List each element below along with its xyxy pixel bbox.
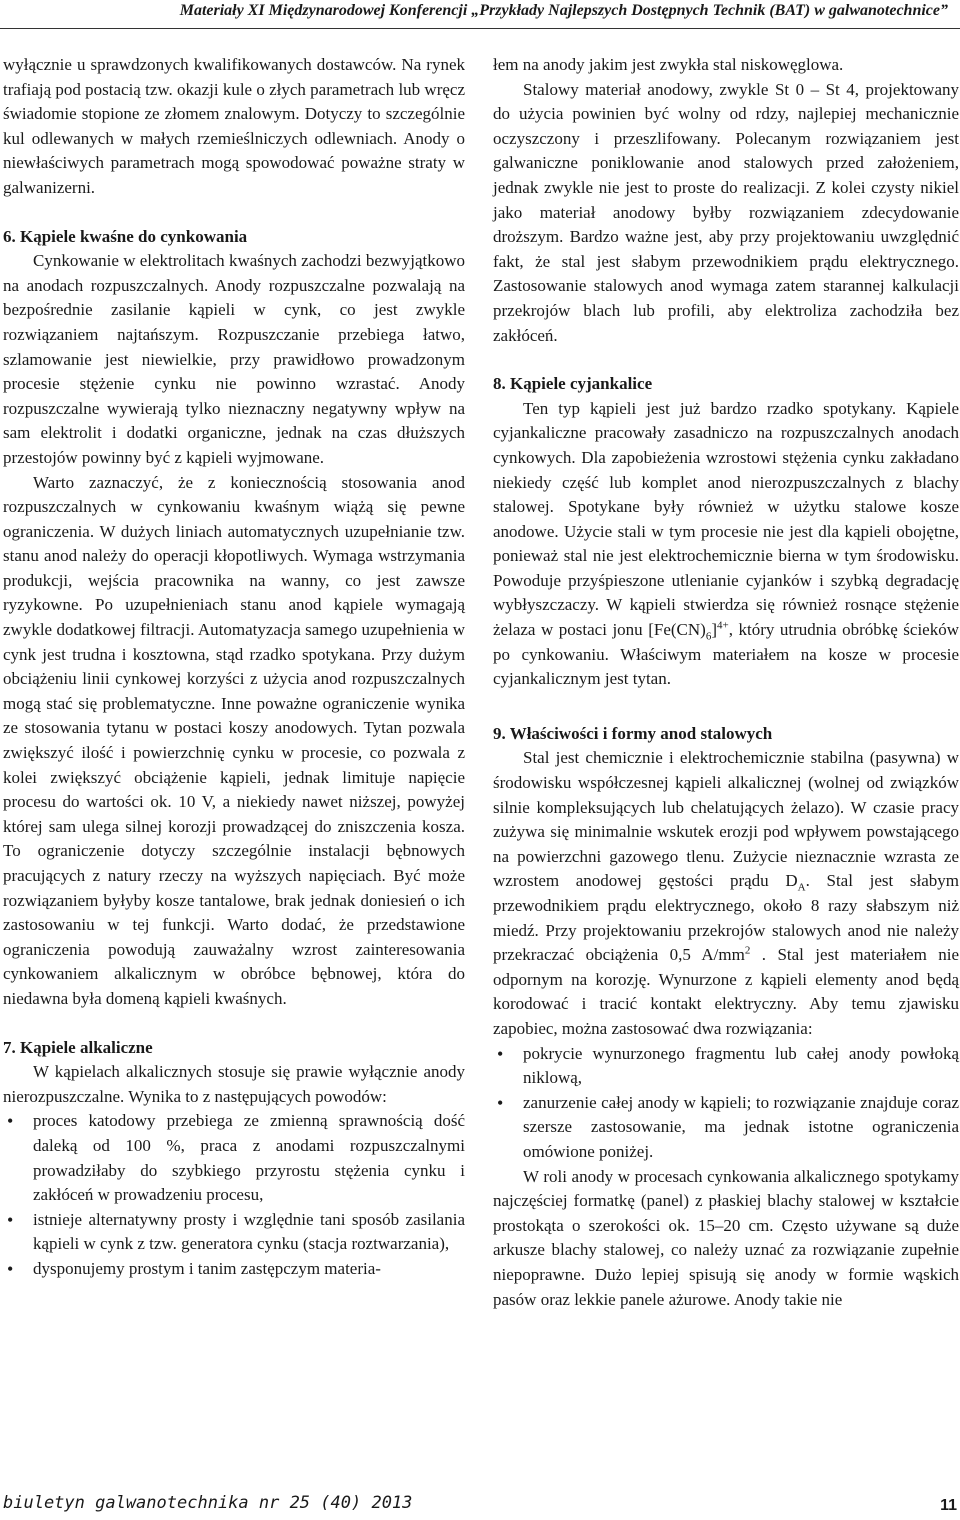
reasons-list [3, 1109, 465, 1281]
list-item: • istnieje alternatywny prosty i względnie tani sposób zasilania kąpieli w cynk z tzw. generatora cynku (stacja roztwarzania), [3, 1208, 465, 1257]
header-divider [0, 28, 960, 29]
section-heading-8: 8. Kąpiele cyjankalice [493, 374, 653, 394]
section-heading-6: 6. Kąpiele kwaśne do cynkowania [3, 226, 248, 246]
paragraph-alkaline-intro: W kąpielach alkalicznych stosuje się prawie wyłącznie anody nierozpuszczalne. Wynika to z następujących powodów: [3, 1062, 465, 1106]
paragraph-anode-forms: W roli anody w procesach cynkowania alkalicznego spotykamy najczęściej formatkę (panel) z płaskiej blachy stalowej w kształcie prostokąta o szerokości ok. 15–20 cm. Często używane są duże arkusze blachy stalowej, co należy uznać za rozwiązanie zupełnie niepoprawne. Dużo lepiej spisują się anody w formie wąskich pasów oraz lekkie panele ażurowe. Anody takie nie [493, 1166, 959, 1309]
paragraph-acid-limitations: Warto zaznaczyć, że z koniecznością stosowania anod rozpuszczalnych w cynkowaniu kwaśnym wiążą się pewne ograniczenia. W dużych liniach automatycznych uzupełnianie tzw. stanu anod należy do operacji kłopotliwych. Wymaga wstrzymania produkcji, wejścia pracownika na wanny, co jest zawsze ryzykowne. Po uzupełnieniach stanu anod kąpiele wymagają zwykle dodatkowej filtracji. Automatyzacja samego uzupełnienia w cynk jest trudna i kosztowna, stąd rzadko spotykana. Przy dużym obciążeniu linii cynkowej korzyści z użycia anod rozpuszczalnych mogą stać się problematyczne. Inne poważne ograniczenie wynika ze stosowania tytanu w postaci koszy anodowych. Tytan pozwala zwiększyć ilość i powierzchnię cynku w procesie, co pozwala z kolei zwiększyć obciążenie kąpieli, jednak limituje napięcie procesu do wartości ok. 10 V, a niekiedy nawet niższej, powyżej której sam ulega silnej korozji prowadzącej do zniszczenia kosza. To ograniczenie dotyczy szczególnie instalacji bębnowych pracujących z natury rzeczy na wyższych napięciach. Być może rozwiązaniem byłyby kosze tantalowe, brak jednak doniesień o ich zastosowaniu w tej funkcji. Warto dodać, że przedstawione ograniczenia powodują zauważalny wzrost zainteresowania cynkowaniem alkalicznym w obróbce bębnowej, która do niedawna była domeną kąpieli kwaśnych. [3, 472, 465, 1008]
section-heading-7: 7. Kąpiele alkaliczne [3, 1037, 153, 1057]
solutions-list [493, 1042, 959, 1165]
list-item: • dysponujemy prostym i tanim zastępczym materia- [3, 1257, 465, 1282]
paragraph-anode-suppliers: wyłącznie u sprawdzonych kwalifikowanych dostawców. Na rynek trafiają pod postacią tzw. okazji kule o złych parametrach lub wręcz świadomie stopione ze złomem znalowym. Dotyczy to szczególnie kul odlewanych w małych rzemieślniczych odlewniach. Anody o niewłaściwych parametrach mogą spowodować poważne straty w galwanizerni. [3, 55, 465, 197]
paragraph-steel-material: Stalowy materiał anodowy, zwykle St 0 – St 4, projektowany do użycia powinien być wolny od rdzy, najlepiej mechanicznie oczyszczony i przeszlifowany. Polecanym rozwiązaniem jest galwaniczne poniklowanie anod stalowych przed założeniem, jednak zwykle nie jest to proste do realizacji. Z kolei czysty nikiel jako materiał anodowy byłby rozwiązaniem zdecydowanie droższym. Bardzo ważne jest, aby przy projektowaniu uwzględnić fakt, że stal jest słabym przewodnikiem prądu elektrycznego. Zastosowanie stalowych anod wymaga zatem starannej kalkulacji przekrojów blach lub profili, aby elektroliza zachodziła bez zakłóceń. [493, 79, 959, 345]
left-column [3, 53, 465, 1282]
page-header [0, 0, 960, 40]
journal-footer: biuletyn galwanotechnika nr 25 (40) 2013 [3, 1493, 413, 1513]
paragraph-acid-zinc: Cynkowanie w elektrolitach kwaśnych zachodzi bezwyjątkowo na anodach rozpuszczalnych. Anody rozpuszczalne pozwalają na bezpośrednie zasilanie kąpieli w cynk, co jest zwykle rozwiązaniem najtańszym. Rozpuszczanie przebiega łatwo, szlamowanie jest niewielkie, przy prawidłowo prowadzonym procesie stężenie cynku nie powinno wzrastać. Anody rozpuszczalne wywierają tylko nieznaczny negatywny wpływ na sam elektrolit i dodatki organiczne, jednak na czas dłuższych przestojów powinny być z kąpieli wyjmowane. [3, 251, 465, 467]
right-column [493, 53, 959, 1312]
section-heading-9: 9. Właściwości i formy anod stalowych [493, 723, 773, 743]
list-item: • pokrycie wynurzonego fragmentu lub całej anody powłoką niklową, [493, 1042, 959, 1091]
list-item: • proces katodowy przebiega ze zmienną sprawnością dość daleką od 100 %, praca z anodami rozpuszczalnymi prowadziłaby do szybkiego przyrostu stężenia cynku i zakłóceń w prowadzeniu procesu, [3, 1109, 465, 1207]
paragraph-steel-properties: Stal jest chemicznie i elektrochemicznie stabilna (pasywna) w środowisku współczesnej kąpieli alkalicznej (wolnej od związków silnie kompleksujących lub chelatujących żelazo). W czasie pracy zużywa się minimalnie wskutek erozji pod wpływem powstającego na powierzchni gazowego tlenu. Zużycie nieznacznie wzrasta ze wzrostem anodowej gęstości prądu $D_A$. Stal jest słabym przewodnikiem prądu elektrycznego, około 8 razy słabszym niż miedź. Przy projektowaniu przekrojów stalowych anod nie należy przekraczać obciążenia 0,5 $A/mm^2$ . Stal jest materiałem nie odpornym na korozję. Wynurzone z kąpieli elementy anod będą korodować i tracić kontakt elektryczny. Aby temu zjawisku zapobiec, można zastosować dwa rozwiązania: [493, 748, 959, 1038]
list-item: • zanurzenie całej anody w kąpieli; to rozwiązanie znajduje coraz szersze zastosowanie, ma jednak istotne ograniczenia omówione poniżej. [493, 1091, 959, 1165]
page-number: 11 [940, 1497, 957, 1514]
paragraph-steel-anode-continuation: łem na anody jakim jest zwykła stal niskowęglowa. [493, 55, 844, 74]
paragraph-cyanide-baths: Ten typ kąpieli jest już bardzo rzadko spotykany. Kąpiele cyjankaliczne pracowały zasadniczo na rozpuszczalnych anodach cynkowych. Dla zapobieżenia wzrostowi stężenia cynku zakładano niekiedy część lub komplet anod nierozpuszczalnych z blachy stalowej. Spotykane były również w użytku stalowe kosze anodowe. Użycie stali w tym procesie nie jest dla kąpieli obojętne, ponieważ stal nie jest elektrochemicznie bierna w tym środowisku. Powoduje przyśpieszone utlenianie cyjanków i szybką degradację wybłyszczaczy. W kąpieli stwierdza się również rosnące stężenie żelaza w postaci jonu $[Fe(CN)_6]^{4+}$, który utrudnia obróbkę ścieków po cynkowaniu. Właściwym materiałem na kosze w procesie cyjankalicznym jest tytan. [493, 398, 960, 689]
conference-header-title: Materiały XI Międzynarodowej Konferencji „Przykłady Najlepszych Dostępnych Technik (BAT) w galwanotechnice” [179, 2, 948, 19]
